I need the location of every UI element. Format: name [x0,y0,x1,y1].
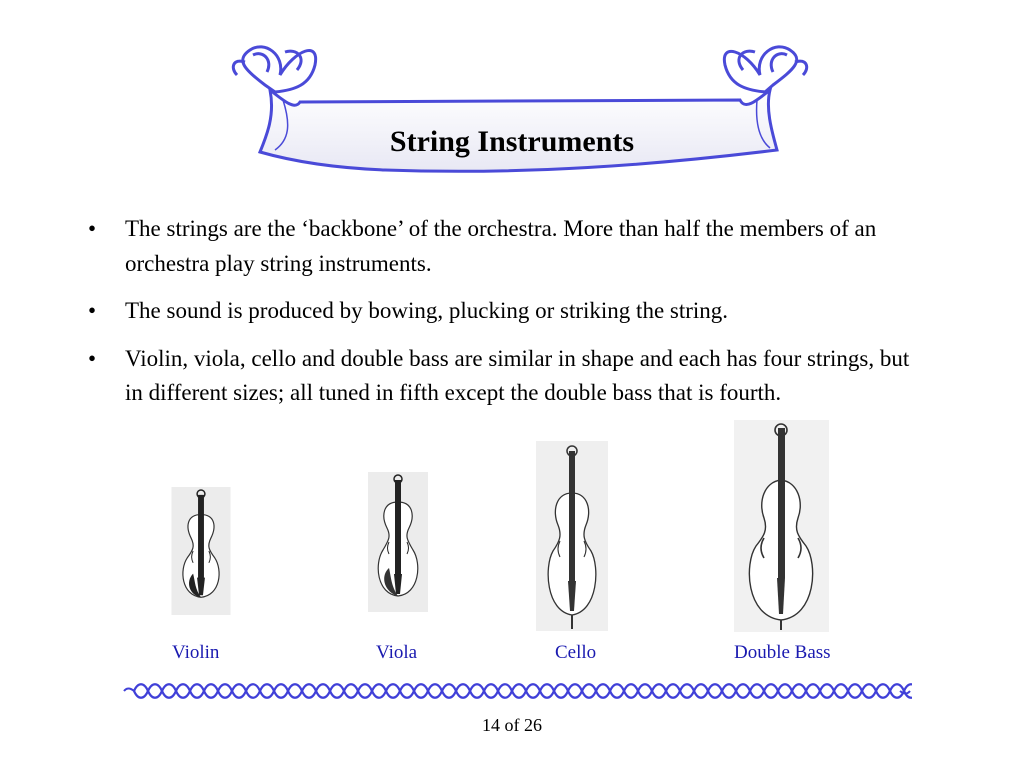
bullet-item [82,212,922,281]
bullet-item [82,294,922,329]
page-number: 14 of 26 [482,715,542,735]
bullet-text: The sound is produced by bowing, plucking or striking the string. [125,298,729,323]
bullet-dot: • [88,345,97,371]
bullet-dot: • [88,298,97,323]
cello-icon [536,441,608,631]
double-bass-label: Double Bass [734,642,831,663]
rope-divider-icon [122,681,912,701]
bullet-item [82,342,922,411]
viola-label: Viola [376,642,418,663]
violin-icon [170,487,232,615]
bullet-text: The strings are the ‘backbone’ of the orchestra. More than half the members of an orchestra play string instruments. [125,216,877,276]
bullet-text: Violin, viola, cello and double bass are similar in shape and each has four strings, but in different sizes; all tuned in fifth except the double bass that is fourth. [125,345,910,405]
cello-label: Cello [555,642,597,663]
double-bass-icon [734,420,829,632]
bullet-dot: • [88,216,97,241]
viola-icon [367,472,429,612]
scroll-banner-icon [225,30,815,195]
bullet-list [82,212,922,424]
violin-label: Violin [172,642,220,663]
page-title: String Instruments [389,125,635,158]
